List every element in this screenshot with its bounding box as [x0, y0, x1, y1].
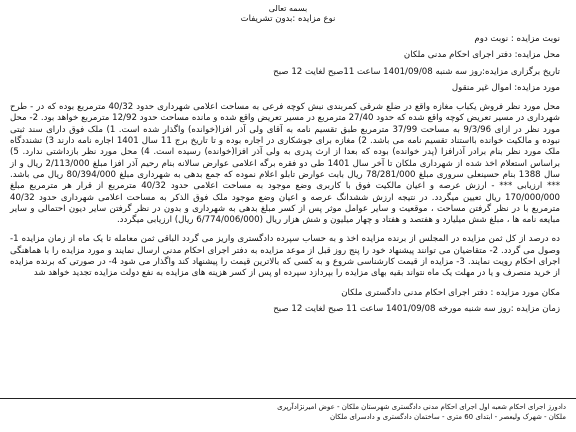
auction-subject: مورد مزایده: اموال غیر منقول — [451, 82, 560, 93]
auction-conditions: ده درصد از کل ثمن مزایده در المجلس از برنده مزایده اخذ و به حساب سپرده دادگستری واریز می گردد الباقی ثمن معامله تا یک ماه از زمان مزایده 1- وصول می گردد. 2- متقاضیان می توانند پیشنهاد خود را پنج روز قبل از موعد مزایده به دفتر اجرای احکام مدنی ارسال نمایند و مورد مزایده را با هماهنگی اجرای احکام رویت نمایند. 3- مزایده از قیمت کارشناسی شروع و به کسی که بالاترین قیمت را پیشنهاد کند واگذار می شود 4- در صورتی که برنده مزایده از خرید منصرف و یا در مهلت یک ماه نتواند بقیه بهای مزایده را بپردازد سپرده او پس از کسر هزینه های مزایده به نفع دولت مزایده تجدید خواهد شد — [10, 234, 561, 279]
auction-datetime: تاریخ برگزاری مزایده:روز سه شنبه 1401/09/08 ساعت 11صبح لغایت 12 صبح — [273, 66, 560, 77]
court-address: ملکان - شهرک ولیعصر - ابتدای 60 متری - ساختمان دادگستری و دادسرای ملکان — [330, 413, 566, 421]
footer-divider — [0, 398, 576, 399]
notice-header — [0, 4, 576, 25]
auction-type: نوع مزایده :بدون تشریفات — [240, 14, 336, 24]
notice-body — [10, 34, 560, 315]
property-description: محل مورد نظر فروش یکباب مغازه واقع در ضلع شرقی کمربندی نبش کوچه فرعی به مساحت اعلامی شهرداری حدود 40/32 مترمربع بوده که در - طرح شهرداری در مسیر تعریض کوچه واقع شده که حدود 27/40 مترمربع در مسیر تعریض واقع شده و مانده مساحت حدود 12/92 مترمربع خواهد بود. 2- محل مورد نظر در ازای 9/3/96 به مساحت 37/99 مترمربع طبق تقسیم نامه به آقای ولی آذر افزا(خوانده) واگذار شده است. 1) ملک فوق دارای سند ثبتی نبوده و مالکیت خوانده بااستناد تقسیم نامه می باشد. 2) مغازه برای جوشکاری در اجاره بوده و تا تاریخ برج 11 سال 1401 اجاره نامه دارند 3) تشنددگاه ملک مورد نظر بنام برادر آذرافزا (پدر خوانده) بوده که بعدا از ارث پدری به ولی آذر افزا(خوانده) رسیده است. 4) محل مورد نظر بازداشتی ندارد. 5) براساس استعلام اخذ شده از شهرداری ملکان تا آخر سال 1401 طی دو فقره برگه اعلامی عوارض سالانه بنام رحیم آذر افزا مبلغ 2/113/000 ریال و از سال 1388 بنام حسینعلی سروری مبلغ 78/281/000 ریال بابت عوارض تابلو اعلام نموده که جمع بدهی به شهرداری مبلغ 80/394/000 ریال می باشد. *** ارزیابی *** - ارزش عرصه و اعیان مالکیت فوق با کاربری وضع موجود به مساحت اعلامی حدود 40/32 مترمربع از قرار هر مترمربع مبلغ 170/000/000 ریال تعیین میگردد. در نتیجه ارزش ششدانگ عرصه و اعیان وضع موجود ملک فوق الذکر به مساحت اعلامی شهرداری حدود 40/32 مترمربع با در نظر گرفتن مساحت ، موقعیت و سایر عوامل موثر پس از کسر مبلغ بدهی به شهرداری و بدون در نظر گرفتن سایر دیون احتمالی و سایر مبایعه نامه ها ، مبلغ شش میلیارد و هفتصد و هفتاد و چهار میلیون و شش هزار ریال (6/774/006/000 ریال) ارزیابی میگردد. — [10, 102, 561, 226]
notice-footer — [10, 402, 566, 422]
auction-turn: نوبت مزایده : نوبت دوم — [474, 34, 560, 44]
auction-venue: محل مزایده: دفتر اجرای احکام مدنی ملکان — [403, 50, 560, 61]
closing-time: زمان مزایده :روز سه شنبه مورخه 1401/09/08 ساعت 11 صبح لغایت 12 صبح — [273, 303, 560, 314]
issuer-signature: دادورز اجرای احکام شعبه اول اجرای احکام مدنی دادگستری شهرستان ملکان - عوض امیرنژادآرپری — [277, 403, 566, 411]
invocation-text: بسمه تعالی — [268, 4, 308, 13]
closing-venue: مکان مورد مزایده : دفتر اجرای احکام مدنی دادگستری ملکان — [341, 287, 560, 298]
